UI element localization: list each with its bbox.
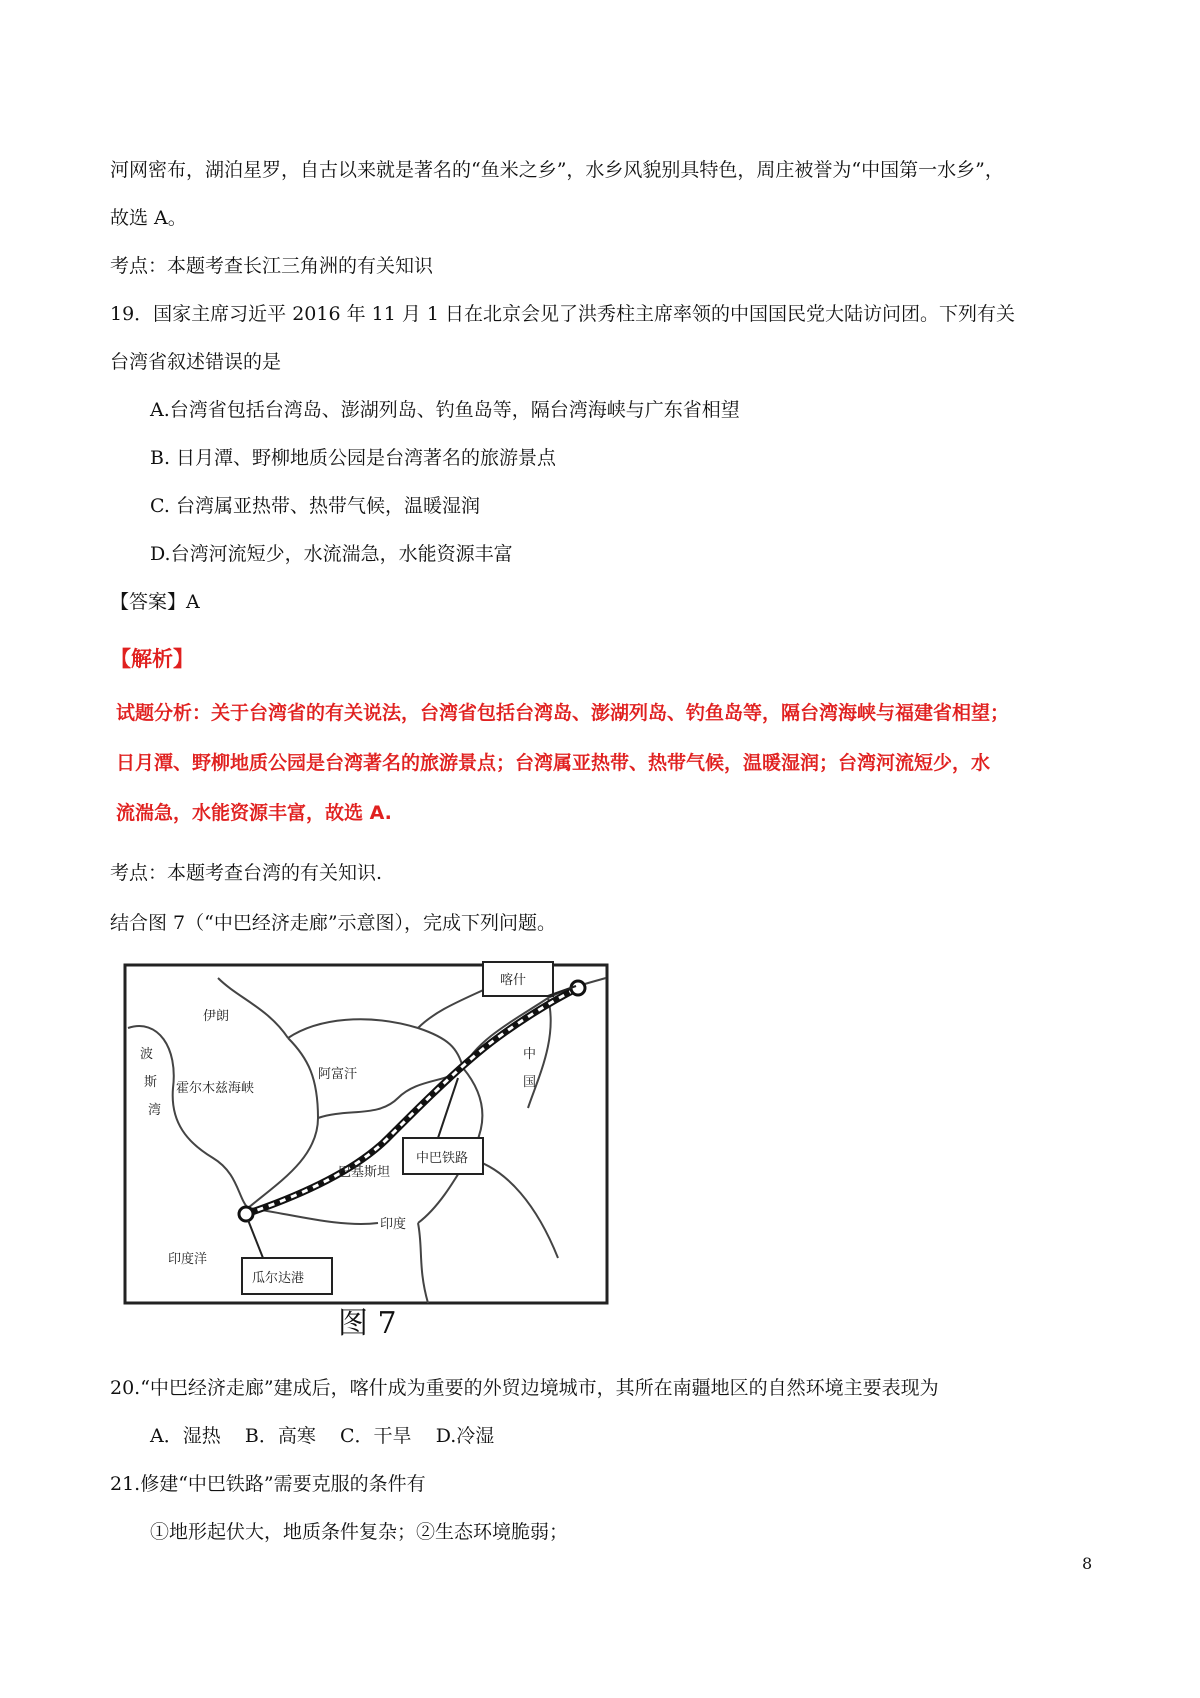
label-gulf-3: 湾 bbox=[148, 1103, 162, 1118]
cpec-map bbox=[118, 958, 618, 1308]
q19-option-d: D.台湾河流短少，水流湍急，水能资源丰富 bbox=[150, 543, 513, 565]
answer: 【答案】A bbox=[110, 591, 200, 613]
text-line: 故选 A。 bbox=[110, 207, 187, 229]
question-19-stem-cont: 台湾省叙述错误的是 bbox=[110, 351, 282, 373]
analysis-line: 日月潭、野柳地质公园是台湾著名的旅游景点；台湾属亚热带、热带气候，温暖湿润；台湾河流短少，水 bbox=[116, 752, 991, 774]
label-china-2: 国 bbox=[523, 1075, 537, 1090]
knowledge-point: 考点：本题考查台湾的有关知识. bbox=[110, 862, 383, 884]
page-number: 8 bbox=[1082, 1554, 1093, 1573]
label-kashgar: 喀什 bbox=[500, 973, 527, 988]
q19-option-a: A.台湾省包括台湾岛、澎湖列岛、钓鱼岛等，隔台湾海峡与广东省相望 bbox=[150, 399, 740, 421]
label-gwadar: 瓜尔达港 bbox=[252, 1271, 305, 1286]
question-19-stem: 19．国家主席习近平 2016 年 11 月 1 日在北京会见了洪秀柱主席率领的中国国民党大陆访问团。下列有关 bbox=[110, 303, 1016, 325]
analysis-heading: 【解析】 bbox=[110, 647, 194, 671]
label-indian-ocean: 印度洋 bbox=[168, 1252, 208, 1267]
label-pakistan: 巴基斯坦 bbox=[338, 1165, 391, 1180]
label-gulf-1: 波 bbox=[140, 1047, 154, 1062]
label-hormuz: 霍尔木兹海峡 bbox=[176, 1081, 255, 1096]
gwadar-marker bbox=[239, 1207, 253, 1221]
figure-intro: 结合图 7（“中巴经济走廊”示意图），完成下列问题。 bbox=[110, 912, 557, 934]
question-20-stem: 20.“中巴经济走廊”建成后，喀什成为重要的外贸边境城市，其所在南疆地区的自然环境主要表现为 bbox=[110, 1377, 939, 1399]
label-railway: 中巴铁路 bbox=[416, 1151, 469, 1166]
text-line: 河网密布，湖泊星罗，自古以来就是著名的“鱼米之乡”，水乡风貌别具特色，周庄被誉为“中国第一水乡”， bbox=[110, 159, 1004, 181]
q19-option-b: B. 日月潭、野柳地质公园是台湾著名的旅游景点 bbox=[150, 447, 557, 469]
label-afghanistan: 阿富汗 bbox=[318, 1067, 358, 1082]
figure-caption: 图 7 bbox=[338, 1306, 397, 1341]
label-india: 印度 bbox=[380, 1217, 407, 1232]
question-20-options: A．湿热 B．高寒 C．干旱 D.冷湿 bbox=[150, 1425, 495, 1447]
question-21-stem: 21.修建“中巴铁路”需要克服的条件有 bbox=[110, 1473, 426, 1495]
label-china-1: 中 bbox=[523, 1047, 537, 1062]
analysis-line: 流湍急，水能资源丰富，故选 A. bbox=[116, 802, 392, 824]
label-iran: 伊朗 bbox=[203, 1009, 230, 1024]
question-21-items: ①地形起伏大，地质条件复杂；②生态环境脆弱； bbox=[150, 1521, 569, 1543]
q19-option-c: C. 台湾属亚热带、热带气候，温暖湿润 bbox=[150, 495, 480, 517]
analysis-line: 试题分析：关于台湾省的有关说法，台湾省包括台湾岛、澎湖列岛、钓鱼岛等，隔台湾海峡与福建省相望； bbox=[116, 702, 1010, 724]
knowledge-point: 考点：本题考查长江三角洲的有关知识 bbox=[110, 255, 434, 277]
label-gulf-2: 斯 bbox=[144, 1075, 158, 1090]
